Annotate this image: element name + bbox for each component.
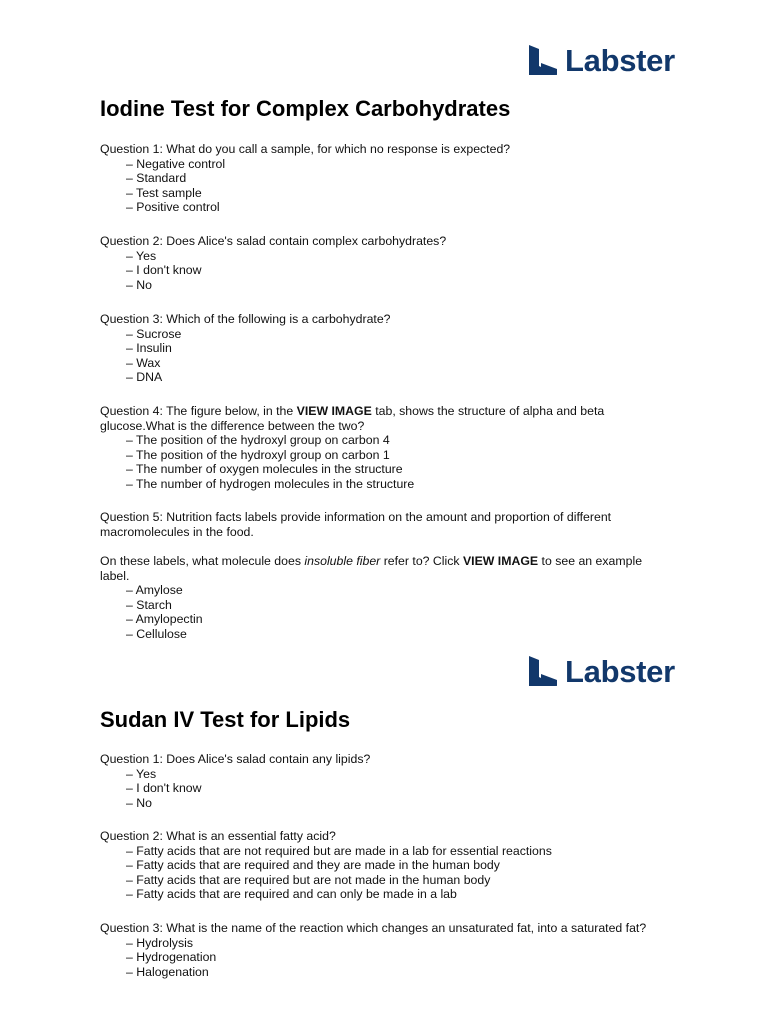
answer-option[interactable]: – Cellulose bbox=[126, 627, 660, 642]
answer-option[interactable]: – Wax bbox=[126, 356, 660, 371]
question-block bbox=[100, 752, 660, 810]
answer-option[interactable]: – Hydrogenation bbox=[126, 950, 660, 965]
answer-list bbox=[100, 767, 660, 811]
question-text: Question 1: What do you call a sample, for which no response is expected? bbox=[100, 142, 511, 156]
answer-option[interactable]: – No bbox=[126, 796, 660, 811]
labster-mark-icon bbox=[527, 44, 559, 76]
question-text: Question 3: Which of the following is a carbohydrate? bbox=[100, 312, 391, 326]
question-text: Question 5: Nutrition facts labels provide information on the amount and proportion of different macromolecules in the food. bbox=[100, 510, 612, 539]
answer-list bbox=[100, 583, 660, 641]
answer-option[interactable]: – DNA bbox=[126, 370, 660, 385]
question-block bbox=[100, 921, 660, 979]
question-block bbox=[100, 142, 660, 215]
answer-option[interactable]: – Positive control bbox=[126, 200, 660, 215]
view-image-link[interactable]: VIEW IMAGE bbox=[296, 404, 372, 418]
answer-option[interactable]: – Fatty acids that are required but are not made in the human body bbox=[126, 873, 660, 888]
view-image-link[interactable]: VIEW IMAGE bbox=[462, 554, 539, 568]
answer-list bbox=[100, 249, 660, 293]
question-text: Question 3: What is the name of the reaction which changes an unsaturated fat, into a saturated fat? bbox=[100, 921, 647, 935]
answer-option[interactable]: – Sucrose bbox=[126, 327, 660, 342]
labster-wordmark: Labster bbox=[565, 42, 675, 78]
labster-mark-icon bbox=[527, 655, 559, 687]
answer-list bbox=[100, 327, 660, 385]
section-title: Iodine Test for Complex Carbohydrates bbox=[100, 96, 511, 121]
answer-option[interactable]: – Fatty acids that are not required but are made in a lab for essential reactions bbox=[126, 844, 660, 859]
answer-option[interactable]: – Insulin bbox=[126, 341, 660, 356]
answer-option[interactable]: – Negative control bbox=[126, 157, 660, 172]
answer-option[interactable]: – I don't know bbox=[126, 263, 660, 278]
answer-list bbox=[100, 844, 660, 902]
question-text-part: to see an example label. bbox=[100, 554, 643, 583]
answer-option[interactable]: – Standard bbox=[126, 171, 660, 186]
answer-list bbox=[100, 157, 660, 215]
answer-option[interactable]: – The number of hydrogen molecules in the structure bbox=[126, 477, 660, 492]
question-text bbox=[100, 404, 660, 433]
answer-option[interactable]: – The position of the hydroxyl group on carbon 4 bbox=[126, 433, 660, 448]
labster-logo bbox=[527, 655, 675, 687]
question-text: Question 2: Does Alice's salad contain complex carbohydrates? bbox=[100, 234, 447, 248]
question-text bbox=[100, 554, 660, 583]
labster-logo bbox=[527, 44, 675, 76]
question-text-part: Question 4: The figure below, in the bbox=[100, 404, 297, 418]
answer-list bbox=[100, 433, 660, 491]
question-text-part: On these labels, what molecule does bbox=[100, 554, 305, 568]
question-text-part: tab, shows the structure of alpha and beta glucose.What is the difference between the two? bbox=[100, 404, 605, 433]
answer-option[interactable]: – Test sample bbox=[126, 186, 660, 201]
answer-option[interactable]: – Halogenation bbox=[126, 965, 660, 980]
answer-option[interactable]: – Hydrolysis bbox=[126, 936, 660, 951]
answer-option[interactable]: – Amylose bbox=[126, 583, 660, 598]
answer-option[interactable]: – Yes bbox=[126, 767, 660, 782]
question-block-continued bbox=[100, 554, 660, 642]
answer-list bbox=[100, 936, 660, 980]
answer-option[interactable]: – No bbox=[126, 278, 660, 293]
answer-option[interactable]: – Yes bbox=[126, 249, 660, 264]
answer-option[interactable]: – Fatty acids that are required and can only be made in a lab bbox=[126, 887, 660, 902]
question-block bbox=[100, 404, 660, 492]
question-block bbox=[100, 312, 660, 385]
emphasis-text: insoluble fiber bbox=[304, 554, 381, 568]
answer-option[interactable]: – The number of oxygen molecules in the structure bbox=[126, 462, 660, 477]
answer-option[interactable]: – Starch bbox=[126, 598, 660, 613]
answer-option[interactable]: – The position of the hydroxyl group on carbon 1 bbox=[126, 448, 660, 463]
labster-wordmark: Labster bbox=[565, 653, 675, 689]
answer-option[interactable]: – Amylopectin bbox=[126, 612, 660, 627]
question-text: Question 2: What is an essential fatty acid? bbox=[100, 829, 336, 843]
answer-option[interactable]: – Fatty acids that are required and they are made in the human body bbox=[126, 858, 660, 873]
question-text-part: refer to? Click bbox=[380, 554, 463, 568]
question-block bbox=[100, 234, 660, 292]
section-title: Sudan IV Test for Lipids bbox=[100, 707, 351, 732]
answer-option[interactable]: – I don't know bbox=[126, 781, 660, 796]
question-text: Question 1: Does Alice's salad contain any lipids? bbox=[100, 752, 371, 766]
question-block bbox=[100, 510, 660, 539]
question-block bbox=[100, 829, 660, 902]
